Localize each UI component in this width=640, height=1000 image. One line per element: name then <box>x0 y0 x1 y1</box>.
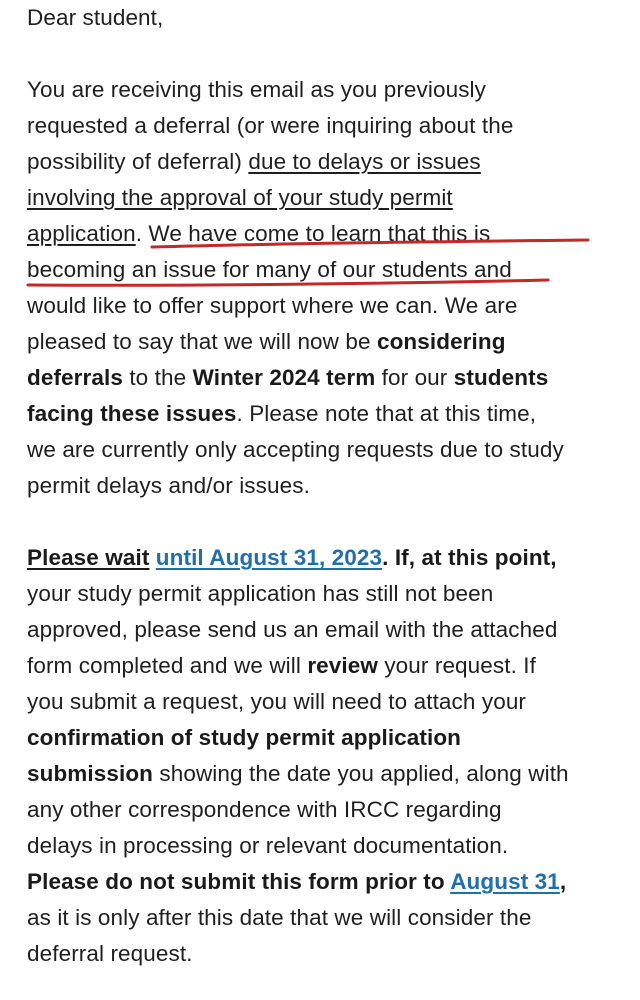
p1-line-10: facing these issues. Please note that at this time, <box>27 401 537 426</box>
p2-line-11: as it is only after this date that we will consider the <box>27 905 532 930</box>
underlined-phrase: due to delays or issues <box>248 149 481 174</box>
email-body <box>27 0 627 972</box>
date-link[interactable]: until August 31, 2023 <box>155 545 383 570</box>
p2-line-4: form completed and we will review your request. If <box>27 653 537 678</box>
p2-line-3: approved, please send us an email with the attached <box>27 617 558 642</box>
bold-text: considering <box>376 329 506 354</box>
bold-text: confirmation of study permit application <box>27 725 462 750</box>
bold-text: submission <box>27 761 154 786</box>
p1-line-7: would like to offer support where we can. We are <box>27 293 518 318</box>
p1-line-5: application. We have come to learn that this is <box>27 221 491 246</box>
p2-line-2: your study permit application has still not been <box>27 581 494 606</box>
p2-line-12: deferral request. <box>27 941 193 966</box>
p1-line-12: permit delays and/or issues. <box>27 473 310 498</box>
p1-line-11: we are currently only accepting requests due to study <box>27 437 564 462</box>
p1-line-2: requested a deferral (or were inquiring about the <box>27 113 514 138</box>
p2-line-7: submission showing the date you applied, along with <box>27 761 569 786</box>
bold-text: Please do not submit this form prior to <box>27 869 451 894</box>
p2-line-8: any other correspondence with IRCC regarding <box>27 797 502 822</box>
date-link[interactable]: August 31 <box>450 869 560 894</box>
p2-line-6 <box>27 720 627 756</box>
p1-line-4: involving the approval of your study permit <box>27 185 453 210</box>
p1-line-6: becoming an issue for many of our students and <box>27 257 512 282</box>
p1-line-3: possibility of deferral) due to delays or issues <box>27 149 481 174</box>
p2-line-5: you submit a request, you will need to attach your <box>27 689 527 714</box>
p1-line-9: deferrals to the Winter 2024 term for our students <box>27 365 549 390</box>
bold-text: deferrals <box>27 365 123 390</box>
p1-line-8: pleased to say that we will now be considering <box>27 329 506 354</box>
bold-text: Winter 2024 term <box>192 365 376 390</box>
p2-line-9: delays in processing or relevant documentation. <box>27 833 509 858</box>
paragraph-deferral-notice <box>27 72 627 504</box>
p2-line-10: Please do not submit this form prior to August 31, <box>27 869 567 894</box>
bold-text: review <box>307 653 378 678</box>
bold-text: facing these issues <box>27 401 237 426</box>
paragraph-instructions <box>27 540 627 972</box>
greeting: Dear student, <box>27 5 164 30</box>
bold-text: students <box>453 365 549 390</box>
p2-line-1: Please wait until August 31, 2023. If, at this point, <box>27 545 557 570</box>
bold-underlined-text: Please wait <box>27 545 150 570</box>
p1-line-1: You are receiving this email as you previously <box>27 77 487 102</box>
underlined-phrase: application <box>27 221 136 246</box>
